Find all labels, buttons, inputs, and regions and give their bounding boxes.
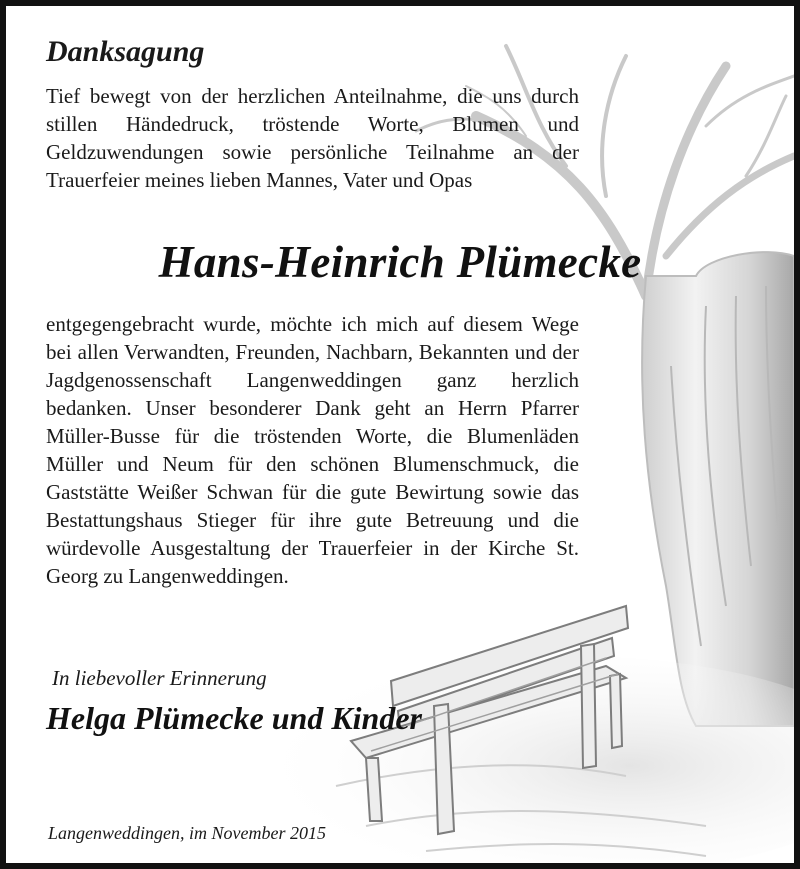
intro-paragraph: Tief bewegt von der herzlichen Anteilnahme, die uns durch stillen Händedruck, tröstende Worte, Blumen und Geldzuwendungen sowie persönliche Teilnahme an der Trauerfeier meines lieben Mannes, Vater und Opas <box>46 84 579 192</box>
closing-line: In liebevoller Erinnerung <box>52 666 267 690</box>
notice-heading: Danksagung <box>46 35 205 68</box>
intro-section <box>46 34 579 194</box>
signature: Helga Plümecke und Kinder <box>46 700 422 736</box>
deceased-name: Hans-Heinrich Plümecke <box>158 237 642 287</box>
body-paragraph: entgegengebracht wurde, möchte ich mich auf diesem Wege bei allen Verwandten, Freunden, Nachbarn, Bekannten und der Jagdgenossenschaft Langenweddingen ganz herzlich bedanken. Unser besonderer Dank geht an Herrn Pfarrer Müller-Busse für die tröstenden Worte, die Blumenläden Müller und Neum für den schönen Blumenschmuck, die Gaststätte Weißer Schwan für die gute Bewirtung sowie das Bestattungshaus Stieger für ihre gute Betreuung und die würdevolle Ausgestaltung der Trauerfeier in der Kirche St. Georg zu Langenweddingen. <box>46 312 579 588</box>
place-and-date: Langenweddingen, im November 2015 <box>48 823 326 843</box>
